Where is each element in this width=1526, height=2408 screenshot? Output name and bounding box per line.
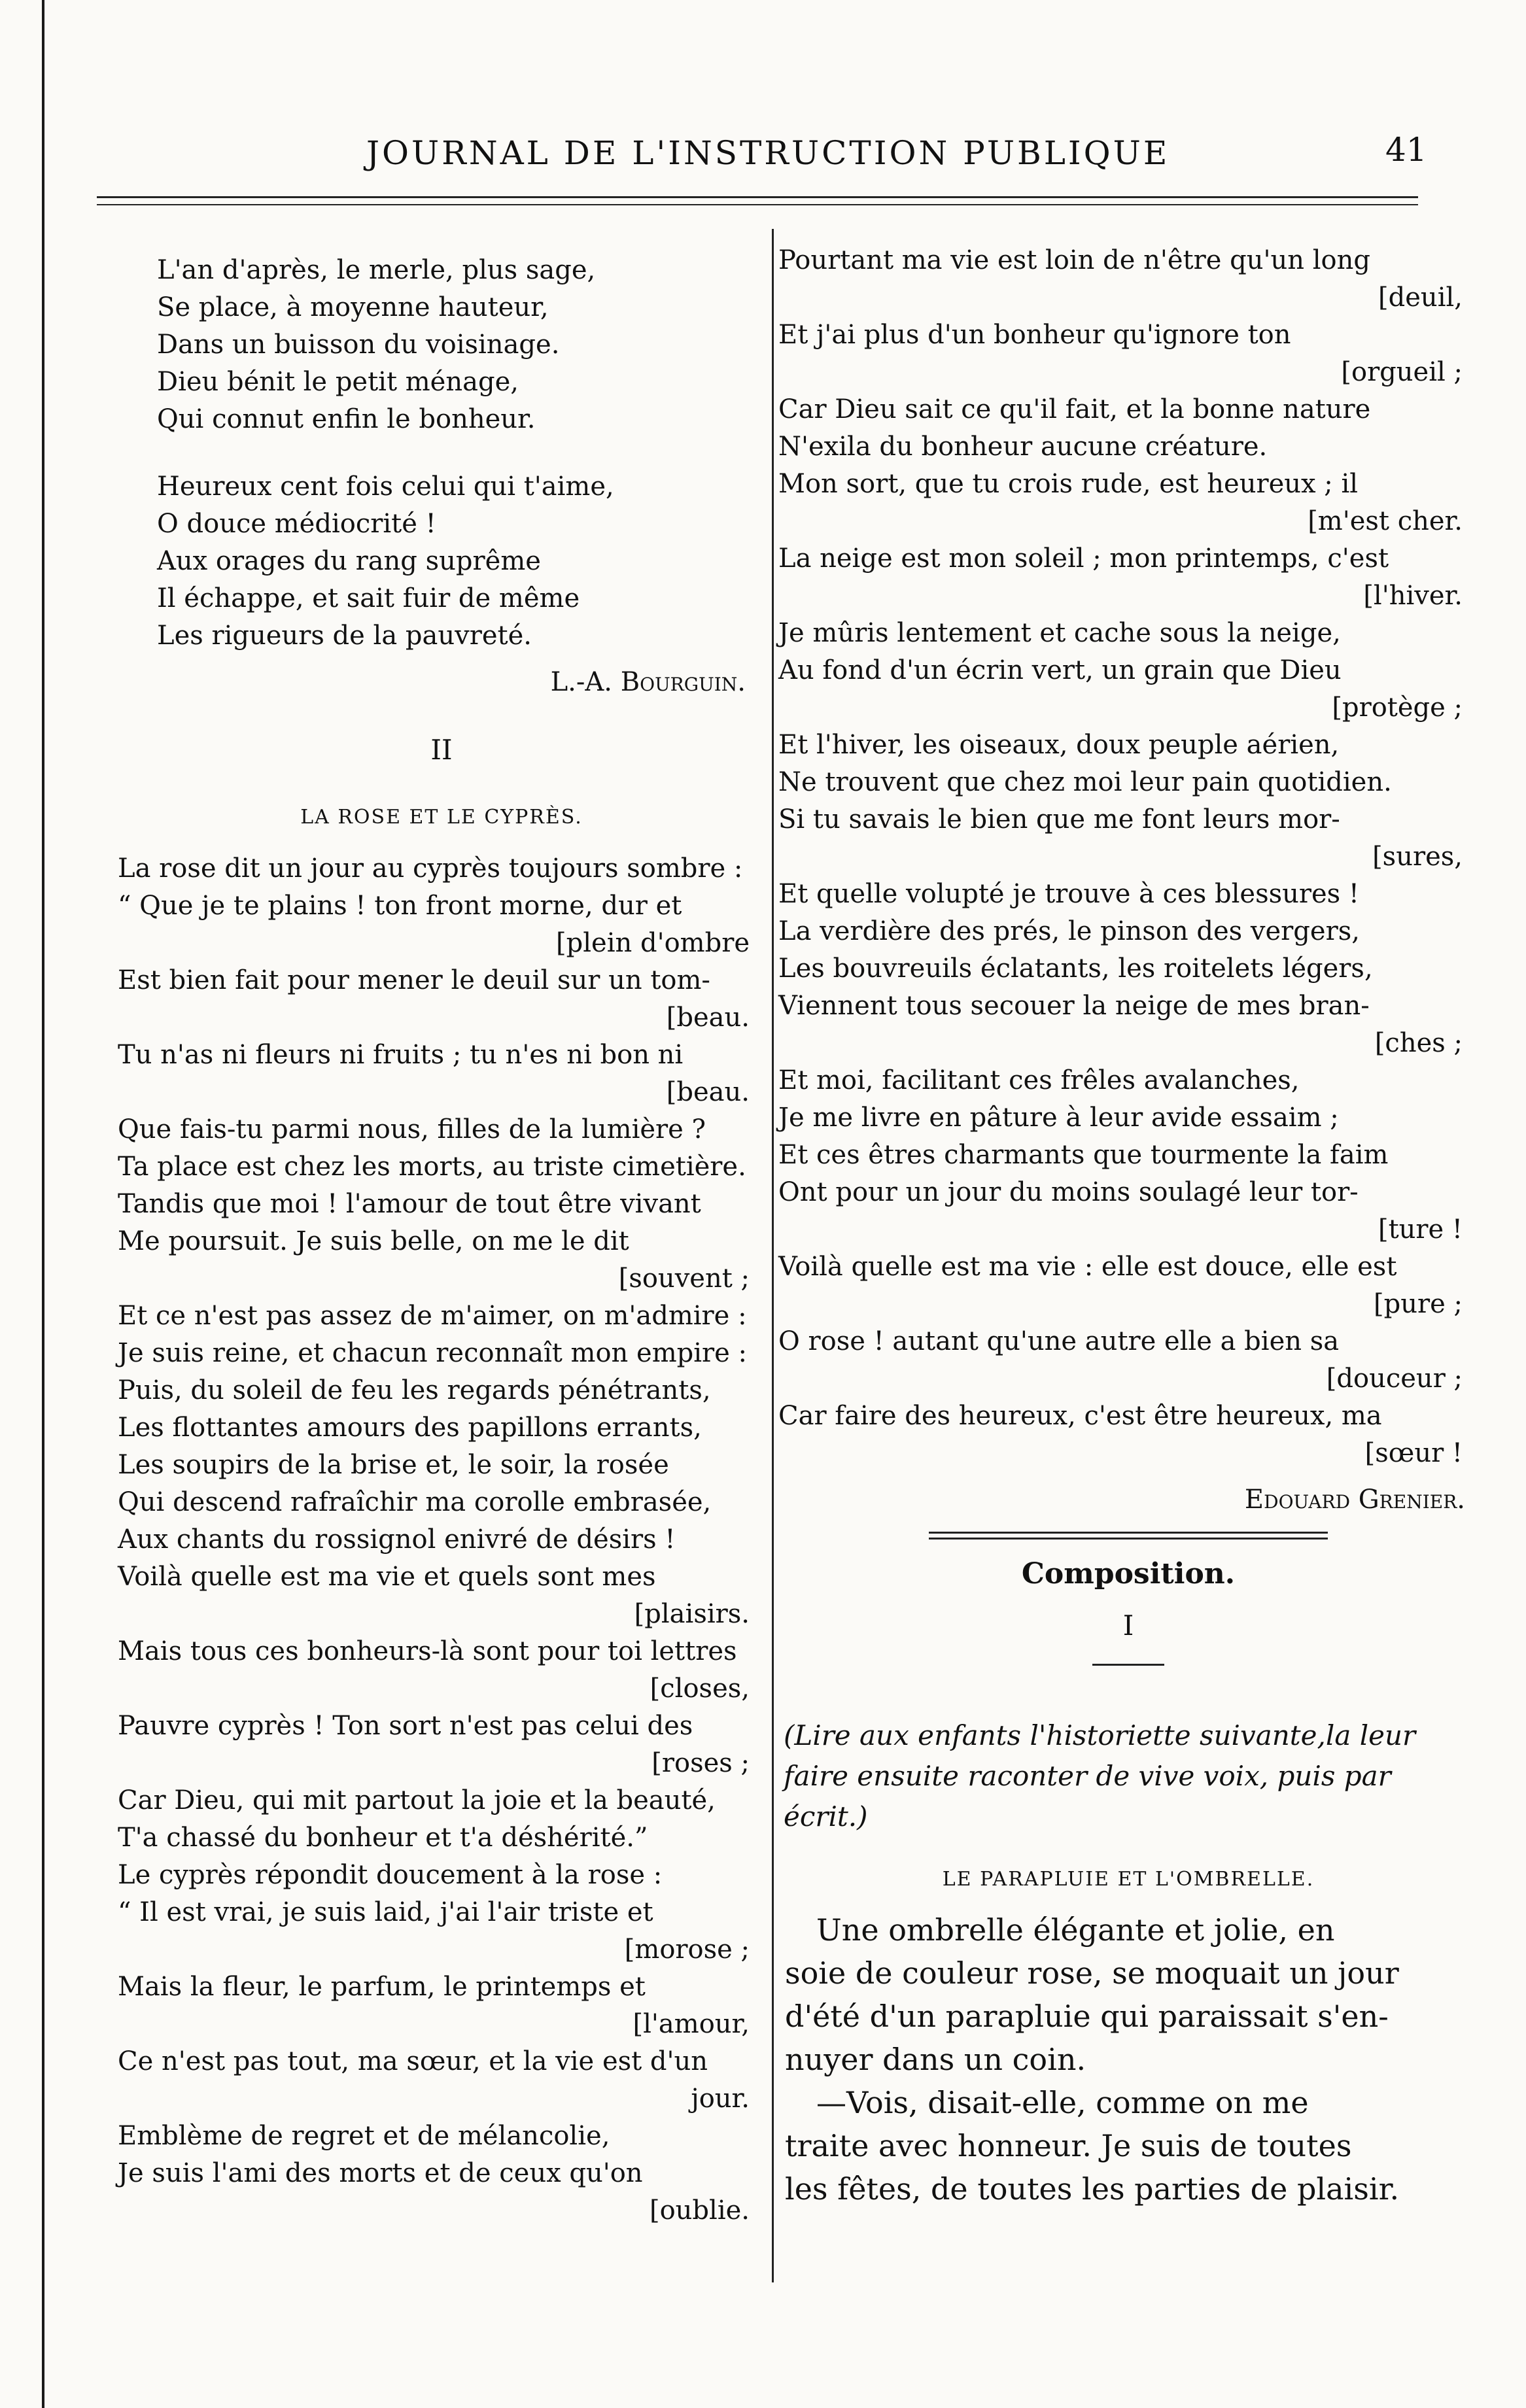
verse-line: Et ce n'est pas assez de m'aimer, on m'admire : — [118, 1301, 747, 1331]
verse-line: Les rigueurs de la pauvreté. — [157, 621, 532, 651]
verse-line: La rose dit un jour au cyprès toujours sombre : — [118, 853, 743, 884]
verse-continuation: [plaisirs. — [634, 1599, 750, 1629]
verse-line: Mais la fleur, le parfum, le printemps et — [118, 1972, 646, 2002]
verse-line: La neige est mon soleil ; mon printemps, c'est — [778, 543, 1389, 574]
verse-line: Tu n'as ni fleurs ni fruits ; tu n'es ni bon ni — [118, 1040, 684, 1070]
instruction-line: (Lire aux enfants l'historiette suivante,la leur — [784, 1719, 1416, 1751]
story-line: Une ombrelle élégante et jolie, en — [816, 1912, 1335, 1948]
verse-continuation: [deuil, — [1378, 283, 1463, 313]
verse-line: Si tu savais le bien que me font leurs mor- — [778, 804, 1340, 834]
verse-line: Pauvre cyprès ! Ton sort n'est pas celui des — [118, 1711, 693, 1741]
poem1-stanza2 — [118, 468, 765, 655]
verse-line: Ta place est chez les morts, au triste cimetière. — [118, 1152, 746, 1182]
composition-number: I — [1122, 1609, 1134, 1642]
verse-continuation: [beau. — [666, 1003, 750, 1033]
verse-line: Au fond d'un écrin vert, un grain que Dieu — [778, 655, 1342, 685]
verse-continuation: [morose ; — [624, 1935, 750, 1965]
story-text — [778, 1908, 1478, 2210]
verse-line: Est bien fait pour mener le deuil sur un tom- — [118, 965, 710, 995]
poem2-left-verses — [118, 850, 765, 2229]
verse-line: Et moi, facilitant ces frêles avalanches, — [778, 1065, 1300, 1095]
right-column — [778, 242, 1478, 2210]
verse-line: Les bouvreuils éclatants, les roitelets légers, — [778, 954, 1373, 984]
verse-line: O douce médiocrité ! — [157, 509, 436, 539]
verse-line: Le cyprès répondit doucement à la rose : — [118, 1860, 663, 1890]
verse-line: Heureux cent fois celui qui t'aime, — [157, 472, 614, 502]
verse-line: T'a chassé du bonheur et t'a déshérité.” — [118, 1823, 648, 1853]
verse-line: Pourtant ma vie est loin de n'être qu'un long — [778, 245, 1370, 275]
left-column — [118, 252, 765, 2229]
poem2-number: II — [430, 734, 453, 766]
verse-continuation: [protège ; — [1332, 693, 1463, 723]
story-line: nuyer dans un coin. — [785, 2042, 1086, 2077]
verse-continuation: [roses ; — [651, 1748, 750, 1778]
verse-line: Je mûris lentement et cache sous la neige, — [778, 618, 1341, 648]
poem1-stanza1 — [118, 252, 765, 438]
story-line: soie de couleur rose, se moquait un jour — [785, 1955, 1399, 1991]
verse-continuation: [l'amour, — [633, 2009, 750, 2039]
verse-continuation: [beau. — [666, 1077, 750, 1107]
verse-line: Et quelle volupté je trouve à ces blessures ! — [778, 879, 1359, 909]
verse-line: Ce n'est pas tout, ma sœur, et la vie est d'un — [118, 2046, 708, 2076]
verse-line: Je me livre en pâture à leur avide essaim ; — [778, 1103, 1339, 1133]
poem2-author: Edouard Grenier. — [1244, 1485, 1465, 1515]
verse-line: Dieu bénit le petit ménage, — [157, 367, 519, 397]
poem1-author: L.-A. Bourguin. — [550, 667, 746, 697]
story-line: les fêtes, de toutes les parties de plaisir. — [785, 2171, 1400, 2207]
story-title: LE PARAPLUIE ET L'OMBRELLE. — [942, 1868, 1315, 1891]
verse-continuation: [sures, — [1372, 842, 1463, 872]
verse-line: Que fais-tu parmi nous, filles de la lumière ? — [118, 1114, 706, 1144]
verse-line: Qui descend rafraîchir ma corolle embrasée, — [118, 1487, 712, 1517]
verse-continuation: [ches ; — [1374, 1028, 1463, 1058]
verse-continuation: [douceur ; — [1326, 1364, 1463, 1394]
poem2-right-verses — [778, 242, 1478, 1472]
verse-line: “ Que je te plains ! ton front morne, dur et — [118, 891, 682, 921]
verse-line: La verdière des prés, le pinson des vergers, — [778, 916, 1360, 946]
verse-line: Aux chants du rossignol enivré de désirs ! — [118, 1524, 676, 1555]
story-line: traite avec honneur. Je suis de toutes — [785, 2128, 1352, 2163]
header-rule — [97, 196, 1418, 205]
verse-line: Et l'hiver, les oiseaux, doux peuple aérien, — [778, 730, 1340, 760]
verse-line: Les flottantes amours des papillons errants, — [118, 1413, 702, 1443]
verse-line: Il échappe, et sait fuir de même — [157, 583, 580, 613]
verse-line: Puis, du soleil de feu les regards pénétrants, — [118, 1375, 711, 1405]
verse-line: Ont pour un jour du moins soulagé leur tor- — [778, 1177, 1359, 1207]
verse-line: Qui connut enfin le bonheur. — [157, 404, 536, 434]
verse-line: “ Il est vrai, je suis laid, j'ai l'air triste et — [118, 1897, 653, 1927]
verse-continuation: [plein d'ombre — [556, 928, 750, 958]
verse-line: Se place, à moyenne hauteur, — [157, 292, 549, 322]
verse-continuation: [l'hiver. — [1363, 581, 1463, 611]
composition-title: Composition. — [1021, 1557, 1236, 1591]
verse-line: Ne trouvent que chez moi leur pain quotidien. — [778, 767, 1392, 797]
verse-line: Voilà quelle est ma vie et quels sont mes — [118, 1562, 656, 1592]
verse-line: Aux orages du rang suprême — [157, 546, 541, 576]
verse-line: Car Dieu, qui mit partout la joie et la beauté, — [118, 1785, 716, 1815]
section-separator — [929, 1532, 1328, 1539]
verse-line: Dans un buisson du voisinage. — [157, 330, 560, 360]
verse-line: Je suis reine, et chacun reconnaît mon empire : — [118, 1338, 748, 1368]
verse-line: Les soupirs de la brise et, le soir, la rosée — [118, 1450, 669, 1480]
verse-continuation: jour. — [691, 2084, 750, 2114]
poem2-title: LA ROSE ET LE CYPRÈS. — [300, 806, 583, 829]
verse-continuation: [sœur ! — [1364, 1438, 1463, 1468]
instruction-line: écrit.) — [784, 1800, 868, 1832]
story-line: —Vois, disait-elle, comme on me — [816, 2085, 1309, 2120]
verse-line: Car Dieu sait ce qu'il fait, et la bonne nature — [778, 394, 1371, 424]
short-rule — [1092, 1664, 1164, 1666]
verse-line: Voilà quelle est ma vie : elle est douce, elle est — [778, 1252, 1397, 1282]
journal-title: JOURNAL DE L'INSTRUCTION PUBLIQUE — [366, 134, 1170, 172]
page-number: 41 — [1385, 131, 1427, 169]
verse-line: N'exila du bonheur aucune créature. — [778, 432, 1268, 462]
verse-line: Mais tous ces bonheurs-là sont pour toi lettres — [118, 1636, 737, 1666]
verse-continuation: [m'est cher. — [1308, 506, 1463, 536]
verse-continuation: [oublie. — [649, 2195, 750, 2226]
binding-margin-rule — [42, 0, 44, 2408]
story-line: d'été d'un parapluie qui paraissait s'en- — [785, 1999, 1389, 2034]
verse-line: Viennent tous secouer la neige de mes bran- — [778, 991, 1370, 1021]
verse-line: Car faire des heureux, c'est être heureux, ma — [778, 1401, 1382, 1431]
verse-continuation: [ture ! — [1378, 1214, 1463, 1245]
verse-continuation: [closes, — [650, 1674, 750, 1704]
verse-line: Mon sort, que tu crois rude, est heureux ; il — [778, 469, 1359, 499]
verse-line: Me poursuit. Je suis belle, on me le dit — [118, 1226, 629, 1256]
instruction-line: faire ensuite raconter de vive voix, puis par — [784, 1760, 1391, 1792]
column-divider — [772, 229, 774, 2282]
verse-continuation: [orgueil ; — [1341, 357, 1463, 387]
verse-line: Et j'ai plus d'un bonheur qu'ignore ton — [778, 320, 1291, 350]
verse-line: Et ces êtres charmants que tourmente la faim — [778, 1140, 1389, 1170]
verse-line: Tandis que moi ! l'amour de tout être vivant — [118, 1189, 701, 1219]
verse-line: L'an d'après, le merle, plus sage, — [157, 255, 596, 285]
verse-line: O rose ! autant qu'une autre elle a bien sa — [778, 1326, 1340, 1356]
verse-continuation: [pure ; — [1374, 1289, 1463, 1319]
verse-continuation: [souvent ; — [618, 1264, 750, 1294]
verse-line: Je suis l'ami des morts et de ceux qu'on — [118, 2158, 643, 2188]
verse-line: Emblème de regret et de mélancolie, — [118, 2121, 610, 2151]
composition-instruction — [778, 1715, 1478, 1837]
